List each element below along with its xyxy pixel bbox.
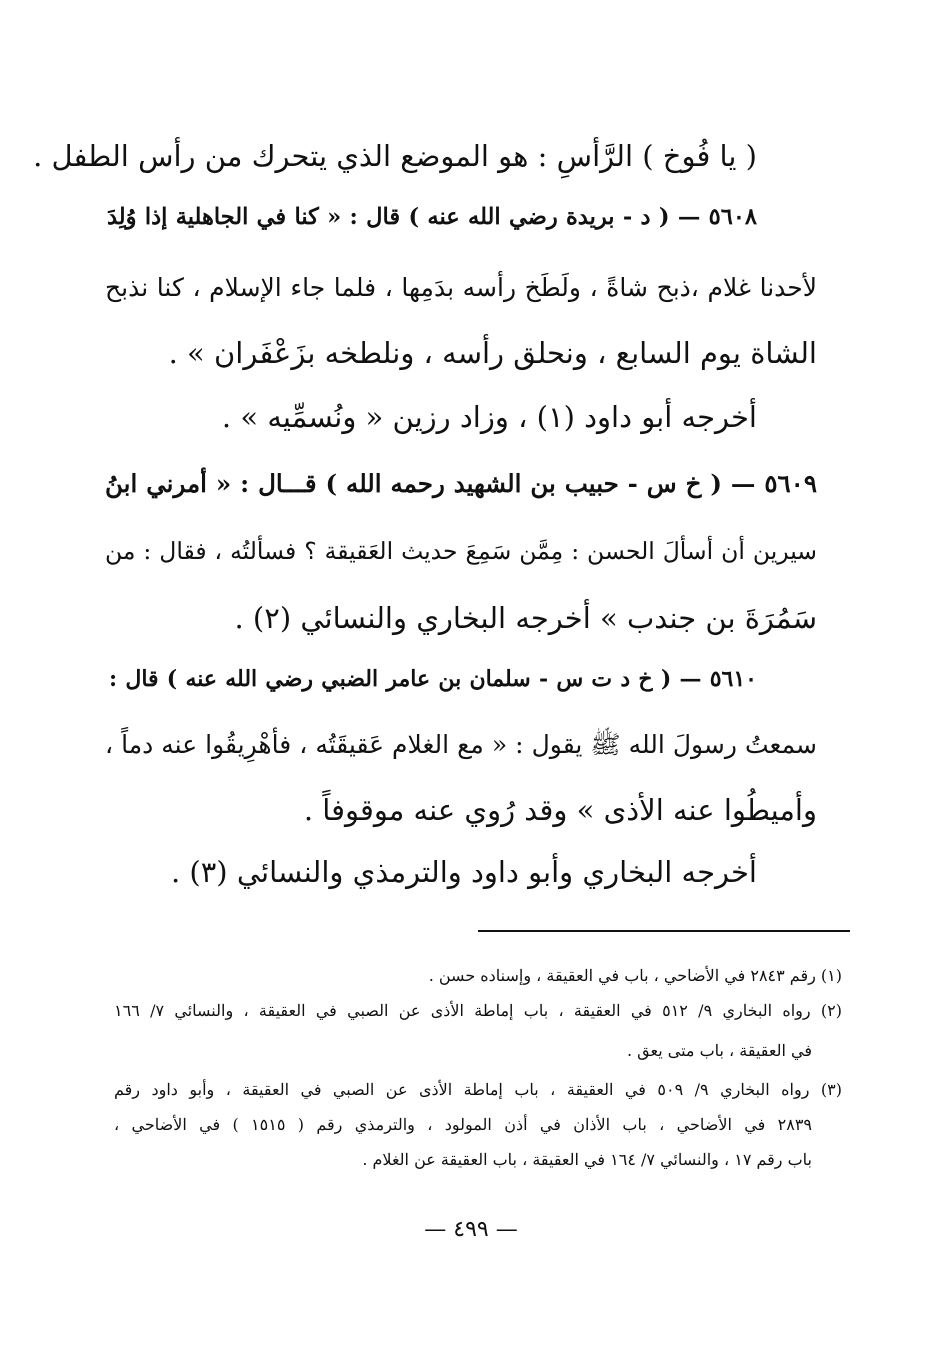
hadith-5609-text-line: سَمُرَةَ بن جندب » أخرجه البخاري والنسائي (٢) .	[234, 601, 817, 635]
hadith-5609-text-line: سيرين أن أسألَ الحسن : مِمَّن سَمِعَ حديث العَقيقة ؟ فسألتُه ، فقال : من	[105, 537, 817, 565]
footnote-separator	[478, 930, 850, 932]
hadith-5610-text-line: سمعتُ رسولَ الله ﷺ يقول : « مع الغلام عَقيقَتُه ، فأهْرِيقُوا عنه دماً ،	[105, 730, 817, 759]
hadith-5608-source-line: أخرجه أبو داود (١) ، وزاد رزين « ونُسمِّيه » .	[221, 400, 757, 434]
page-number: — ٤٩٩ —	[424, 1217, 518, 1242]
hadith-5610-text-line: وأميطُوا عنه الأذى » وقد رُوي عنه موقوفاً .	[303, 793, 817, 827]
footnote-3-line: ٢٨٣٩ في الأضاحي ، باب الأذان في أذن المولود ، والترمذي رقم ( ١٥١٥ ) في الأضاحي ،	[114, 1115, 812, 1134]
hadith-5610-heading-line: ٥٦١٠ — ( خ د ت س - سلمان بن عامر الضبي رضي الله عنه ) قال :	[109, 666, 757, 692]
hadith-5608-heading-line: ٥٦٠٨ — ( د - بريدة رضي الله عنه ) قال : « كنا في الجاهلية إذا وُلِدَ	[107, 204, 757, 230]
footnote-3-line: باب رقم ١٧ ، والنسائي ٧/ ١٦٤ في العقيقة ، باب العقيقة عن الغلام .	[362, 1150, 812, 1169]
hadith-5609-heading-line: ٥٦٠٩ — ( خ س - حبيب بن الشهيد رحمه الله ) قـــال : « أمرني ابنُ	[105, 469, 817, 498]
footnote-2-line: (٢) رواه البخاري ٩/ ٥١٢ في العقيقة ، باب إماطة الأذى عن الصبي في العقيقة ، والنسائي ٧/ ١٦٦	[114, 1001, 842, 1020]
hadith-5608-text-line: لأحدنا غلام ،ذبح شاةً ، ولَطَخ رأسه بدَمِها ، فلما جاء الإسلام ، كنا نذبح	[105, 273, 817, 302]
gloss-line: ( يا فُوخ ) الرَّأسِ : هو الموضع الذي يتحرك من رأس الطفل .	[33, 139, 757, 173]
footnote-3-line: (٣) رواه البخاري ٩/ ٥٠٩ في العقيقة ، باب إماطة الأذى عن الصبي في العقيقة ، وأبو داود رقم	[114, 1080, 843, 1099]
footnote-1-line: (١) رقم ٢٨٤٣ في الأضاحي ، باب في العقيقة ، وإسناده حسن .	[428, 966, 842, 985]
hadith-5610-source-line: أخرجه البخاري وأبو داود والترمذي والنسائي (٣) .	[170, 855, 757, 889]
hadith-5608-text-line: الشاة يوم السابع ، ونحلق رأسه ، ونلطخه بزَعْفَران » .	[168, 336, 817, 370]
footnote-2-line: في العقيقة ، باب متى يعق .	[626, 1041, 812, 1060]
